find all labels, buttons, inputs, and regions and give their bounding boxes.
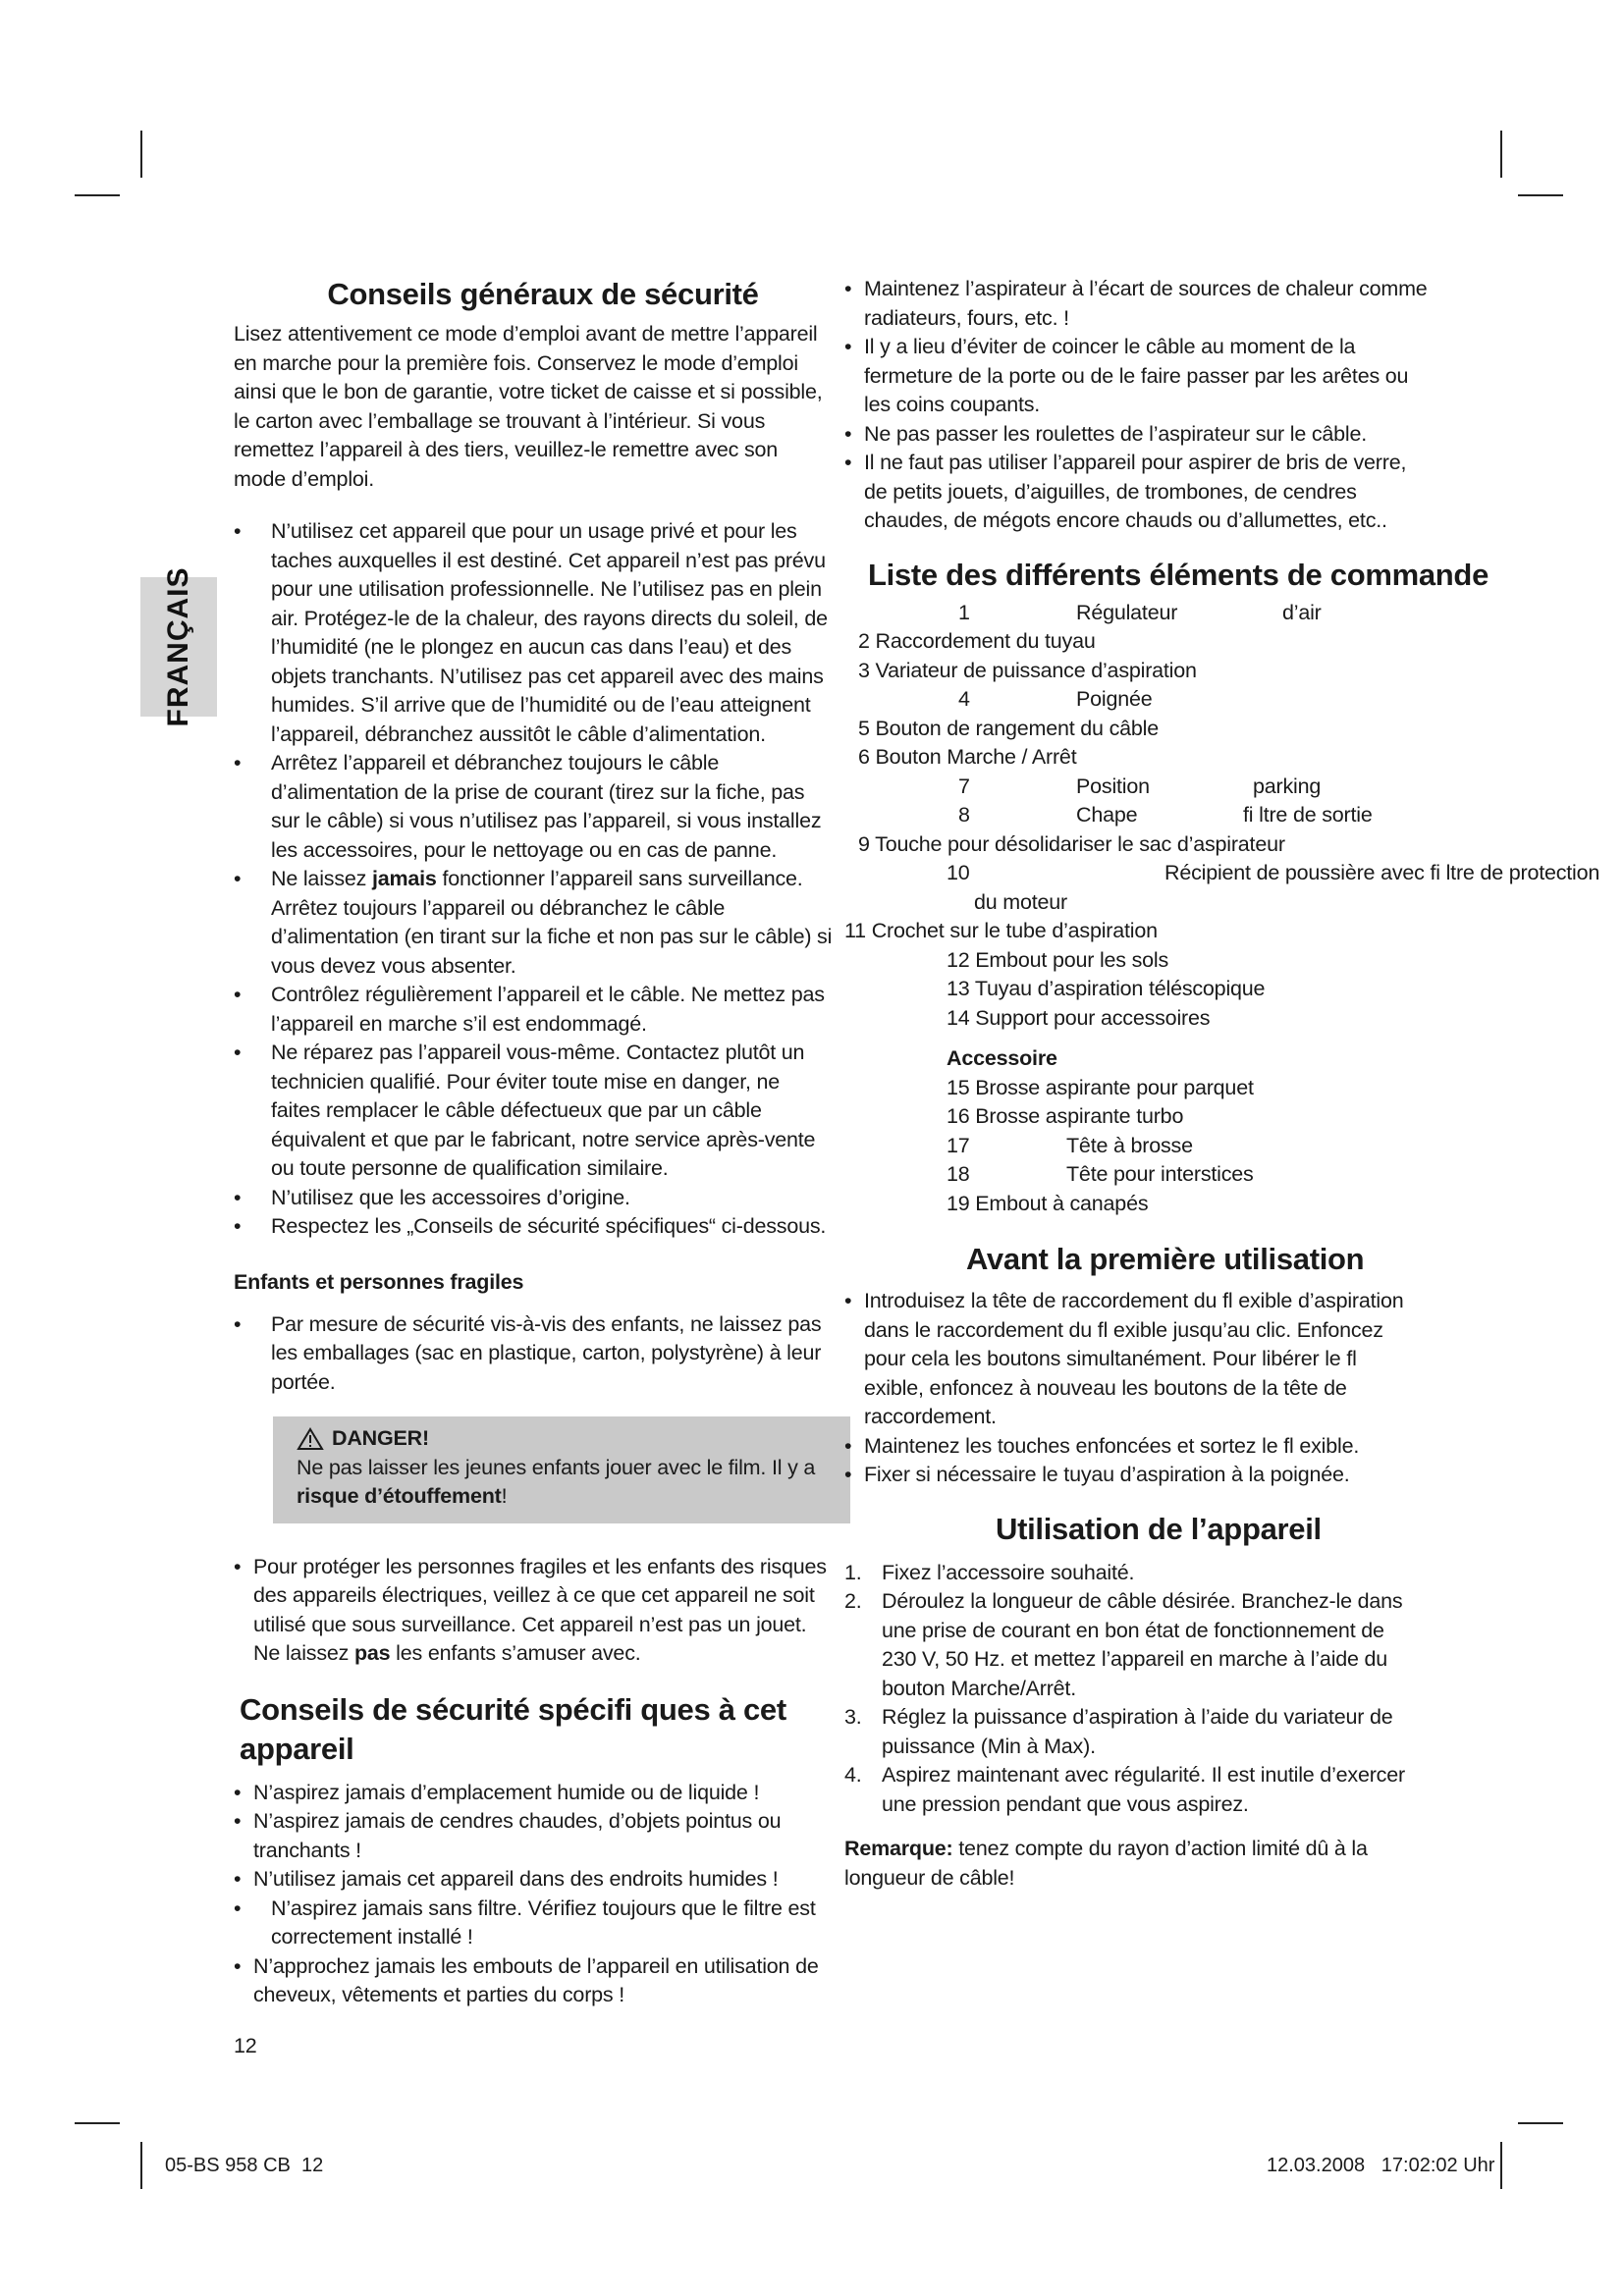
list-item xyxy=(844,715,1591,744)
text-bold: jamais xyxy=(371,867,437,890)
intro-paragraph: Lisez attentivement ce mode d’emploi avant de mettre l’appareil en marche pour la première fois. Conservez le mode d’emploi ainsi que le bon de garantie, votre ticket de caisse et si possible, le carton avec l’emballage se trouvant à l’intérieur. Si vous remettez l’appareil à des tiers, veuillez-le remettre avec son mode d’emploi. xyxy=(234,322,823,491)
item-number: 1 xyxy=(958,600,970,624)
left-column xyxy=(234,275,833,2060)
heat-safety-list xyxy=(844,275,1434,536)
list-item xyxy=(844,946,1591,976)
language-tab-label: FRANÇAIS xyxy=(162,566,194,727)
danger-title xyxy=(297,1424,837,1454)
crop-mark xyxy=(1500,2142,1502,2189)
list-item: • N’utilisez que les accessoires d’origine. xyxy=(234,1184,833,1213)
accessory-heading xyxy=(844,1044,1591,1074)
children-list xyxy=(234,1310,833,1398)
item-number: 4 xyxy=(958,687,970,711)
crop-mark xyxy=(140,131,142,178)
crop-mark xyxy=(1518,2122,1563,2124)
list-item xyxy=(844,685,1591,715)
item-label: 15 Brosse aspirante pour parquet xyxy=(947,1075,1254,1099)
list-item xyxy=(844,1559,1414,1588)
crop-mark xyxy=(1518,194,1563,196)
list-item: • N’approchez jamais les embouts de l’appareil en utilisation de cheveux, vêtements et parties du corps ! xyxy=(234,1952,833,2010)
list-item xyxy=(844,830,1591,860)
item-label: Chape xyxy=(1076,803,1138,827)
list-item: • N’aspirez jamais de cendres chaudes, d’objets pointus ou tranchants ! xyxy=(234,1807,833,1865)
list-item: • N’aspirez jamais sans filtre. Vérifiez toujours que le filtre est correctement installé ! xyxy=(234,1895,833,1952)
heading-usage: Utilisation de l’appareil xyxy=(996,1511,1322,1546)
text: Ne pas laisser les jeunes enfants jouer avec le film. Il y a xyxy=(297,1455,816,1479)
item-label: 3 Variateur de puissance d’aspiration xyxy=(858,658,1197,682)
text-bold: pas xyxy=(353,1641,391,1665)
item-label: Position xyxy=(1076,774,1150,798)
item-label: 16 Brosse aspirante turbo xyxy=(947,1104,1184,1128)
item-label: fi ltre de sortie xyxy=(1243,803,1373,827)
list-item: • Par mesure de sécurité vis-à-vis des enfants, ne laissez pas les emballages (sac en plastique, carton, polystyrène) à leur portée. xyxy=(234,1310,833,1398)
heading-general-safety: Conseils généraux de sécurité xyxy=(327,277,759,311)
item-label: 2 Raccordement du tuyau xyxy=(858,629,1096,653)
crop-mark xyxy=(1500,131,1502,178)
remark xyxy=(844,1835,1394,1893)
language-tab xyxy=(140,566,217,727)
list-item: • N’aspirez jamais d’emplacement humide ou de liquide ! xyxy=(234,1779,833,1808)
elements-list xyxy=(844,599,1600,1219)
first-use-list xyxy=(844,1287,1414,1490)
crop-mark xyxy=(75,194,120,196)
item-label: Récipient de poussière avec fi ltre de protection xyxy=(1164,861,1600,884)
protection-list xyxy=(234,1553,833,1669)
text-bold: risque d’étouffement xyxy=(297,1484,502,1508)
list-item xyxy=(844,599,1591,628)
item-label: 14 Support pour accessoires xyxy=(947,1005,1211,1030)
crop-mark xyxy=(140,2142,142,2189)
specific-safety-list xyxy=(234,1779,833,2010)
item-number: 18 xyxy=(947,1162,970,1186)
item-label: 6 Bouton Marche / Arrêt xyxy=(858,745,1077,769)
list-item: • Ne pas passer les roulettes de l’aspirateur sur le câble. xyxy=(844,420,1434,450)
item-label: Poignée xyxy=(1076,687,1153,711)
item-label: du moteur xyxy=(974,889,1068,914)
list-item: • N’utilisez cet appareil que pour un usage privé et pour les taches auxquelles il est destiné. Cet appareil n’est pas prévu pour une utilisation professionnelle. Ne l’utilisez pas en plein air. Protégez-le de la chaleur, des rayons directs du soleil, de l’humidité (ne le plongez en aucun cas dans l’eau) et des objets tranchants. N’utilisez pas cet appareil avec des mains humides. S’il arrive que de l’humidité ou de l’eau atteignent l’appareil, débranchez aussitôt le câble d’alimentation. xyxy=(234,517,833,749)
list-item xyxy=(234,1553,833,1669)
step-text: Déroulez la longueur de câble désirée. Branchez-le dans une prise de courant en bon état de fonctionnement de 230 V, 50 Hz. et mettez l’appareil en marche à l’aide du bouton Marche/Arrêt. xyxy=(882,1589,1403,1700)
list-item xyxy=(844,1190,1591,1219)
list-item: • Introduisez la tête de raccordement du fl exible d’aspiration dans le raccordement du fl exible jusqu’au clic. Enfoncez pour cela les boutons simultanément. Pour libérer le fl exible, enfoncez à nouveau les boutons de la tête de raccordement. xyxy=(844,1287,1414,1432)
list-item: • Contrôlez régulièrement l’appareil et le câble. Ne mettez pas l’appareil en marche s’il est endommagé. xyxy=(234,981,833,1039)
warning-triangle-icon xyxy=(297,1427,324,1451)
list-item xyxy=(234,865,833,981)
heading-first-use: Avant la première utilisation xyxy=(966,1242,1365,1276)
item-label: Tête pour interstices xyxy=(1066,1162,1254,1186)
heading-specific-safety: Conseils de sécurité spécifi ques à cet appareil xyxy=(240,1691,786,1766)
list-item: • Maintenez les touches enfoncées et sortez le fl exible. xyxy=(844,1432,1414,1462)
crop-mark xyxy=(75,2122,120,2124)
item-label: Tête à brosse xyxy=(1066,1133,1193,1157)
item-label: d’air xyxy=(1282,600,1322,624)
footer-right xyxy=(1267,2155,1494,2177)
list-item: • N’utilisez jamais cet appareil dans des endroits humides ! xyxy=(234,1865,833,1895)
danger-text xyxy=(297,1454,837,1512)
text: ! xyxy=(501,1484,508,1508)
list-item: • Il ne faut pas utiliser l’appareil pour aspirer de bris de verre, de petits jouets, d’aiguilles, de trombones, de cendres chaudes, de mégots encore chauds ou d’allumettes, etc.. xyxy=(844,449,1434,536)
usage-steps xyxy=(844,1559,1414,1820)
text: fonctionner l’appareil sans surveillance. Arrêtez toujours l’appareil ou débranchez le câble d’alimentation (en tirant sur la fiche et non pas sur le câble) si vous devez vous absenter. xyxy=(271,867,833,978)
list-item xyxy=(844,859,1600,888)
text: Pour protéger les personnes fragiles et les enfants des risques des appareils électriques, veillez à ce que cet appareil ne soit utilisé que sous surveillance. Cet appareil n’est pas un jouet. Ne laissez xyxy=(253,1554,827,1665)
step-number: 2. xyxy=(844,1589,862,1613)
step-number: 3. xyxy=(844,1705,862,1729)
danger-label: DANGER! xyxy=(332,1426,429,1450)
item-label: 19 Embout à canapés xyxy=(947,1191,1149,1215)
list-item xyxy=(844,1587,1414,1703)
item-number: 10 xyxy=(947,861,970,884)
item-label: Régulateur xyxy=(1076,600,1178,624)
item-label: 12 Embout pour les sols xyxy=(947,947,1169,972)
list-item xyxy=(844,773,1591,802)
text: Ne laissez xyxy=(271,867,372,890)
step-text: Réglez la puissance d’aspiration à l’aide du variateur de puissance (Min à Max). xyxy=(882,1705,1393,1758)
item-label: 11 Crochet sur le tube d’aspiration xyxy=(844,919,1158,942)
accessory-title: Accessoire xyxy=(947,1046,1057,1070)
item-label: 9 Touche pour désolidariser le sac d’aspirateur xyxy=(858,831,1285,856)
list-item: • Ne réparez pas l’appareil vous-même. Contactez plutôt un technicien qualifié. Pour éviter toute mise en danger, ne faites remplacer le câble défectueux que par un câble équivalent et que par le fabricant, notre service après-vente ou toute personne de qualification similaire. xyxy=(234,1039,833,1184)
list-item xyxy=(844,1074,1591,1103)
heading-children: Enfants et personnes fragiles xyxy=(234,1269,524,1294)
list-item: • Respectez les „Conseils de sécurité spécifiques“ ci-dessous. xyxy=(234,1212,833,1242)
footer-left: 05-BS 958 CB 12 xyxy=(165,2155,324,2176)
heading-elements-list: Liste des différents éléments de commande xyxy=(868,557,1489,592)
text: les enfants s’amuser avec. xyxy=(390,1641,641,1665)
list-item xyxy=(844,1004,1591,1034)
list-item xyxy=(844,917,1591,946)
general-safety-list xyxy=(234,517,833,1242)
list-item xyxy=(844,627,1591,657)
danger-box xyxy=(273,1416,850,1523)
list-item xyxy=(844,888,1591,918)
list-item: • Maintenez l’aspirateur à l’écart de sources de chaleur comme radiateurs, fours, etc. ! xyxy=(844,275,1434,333)
item-label: 5 Bouton de rangement du câble xyxy=(858,716,1159,740)
list-item xyxy=(844,1761,1414,1819)
list-item xyxy=(844,801,1591,830)
list-item xyxy=(844,1703,1414,1761)
remark-text: tenez compte du rayon d’action limité dû à la longueur de câble! xyxy=(844,1837,1368,1890)
list-item: • Il y a lieu d’éviter de coincer le câble au moment de la fermeture de la porte ou de le faire passer par les arêtes ou les coins coupants. xyxy=(844,333,1434,420)
item-label: 13 Tuyau d’aspiration téléscopique xyxy=(947,977,1266,1000)
right-column xyxy=(844,275,1600,1893)
list-item: • Fixer si nécessaire le tuyau d’aspiration à la poignée. xyxy=(844,1461,1414,1490)
list-item xyxy=(844,657,1591,686)
item-number: 8 xyxy=(958,803,970,827)
footer-date: 12.03.2008 xyxy=(1267,2155,1366,2176)
remark-label: Remarque: xyxy=(844,1837,953,1860)
list-item xyxy=(844,975,1591,1004)
list-item xyxy=(844,743,1591,773)
list-item: • Arrêtez l’appareil et débranchez toujours le câble d’alimentation de la prise de courant (tirez sur la fiche, pas sur le câble) si vous n’utilisez pas l’appareil, si vous installez les accessoires, pour le nettoyage ou en cas de panne. xyxy=(234,749,833,865)
list-item xyxy=(844,1102,1591,1132)
step-text: Aspirez maintenant avec régularité. Il est inutile d’exercer une pression pendant que vous aspirez. xyxy=(882,1763,1405,1816)
step-text: Fixez l’accessoire souhaité. xyxy=(882,1560,1135,1584)
list-item xyxy=(844,1132,1591,1161)
item-number: 7 xyxy=(958,774,970,798)
item-number: 17 xyxy=(947,1133,970,1157)
footer-time: 17:02:02 Uhr xyxy=(1380,2155,1495,2176)
step-number: 1. xyxy=(844,1560,862,1584)
page-number: 12 xyxy=(234,2033,257,2057)
list-item xyxy=(844,1160,1591,1190)
item-label: parking xyxy=(1253,774,1322,798)
step-number: 4. xyxy=(844,1763,862,1787)
